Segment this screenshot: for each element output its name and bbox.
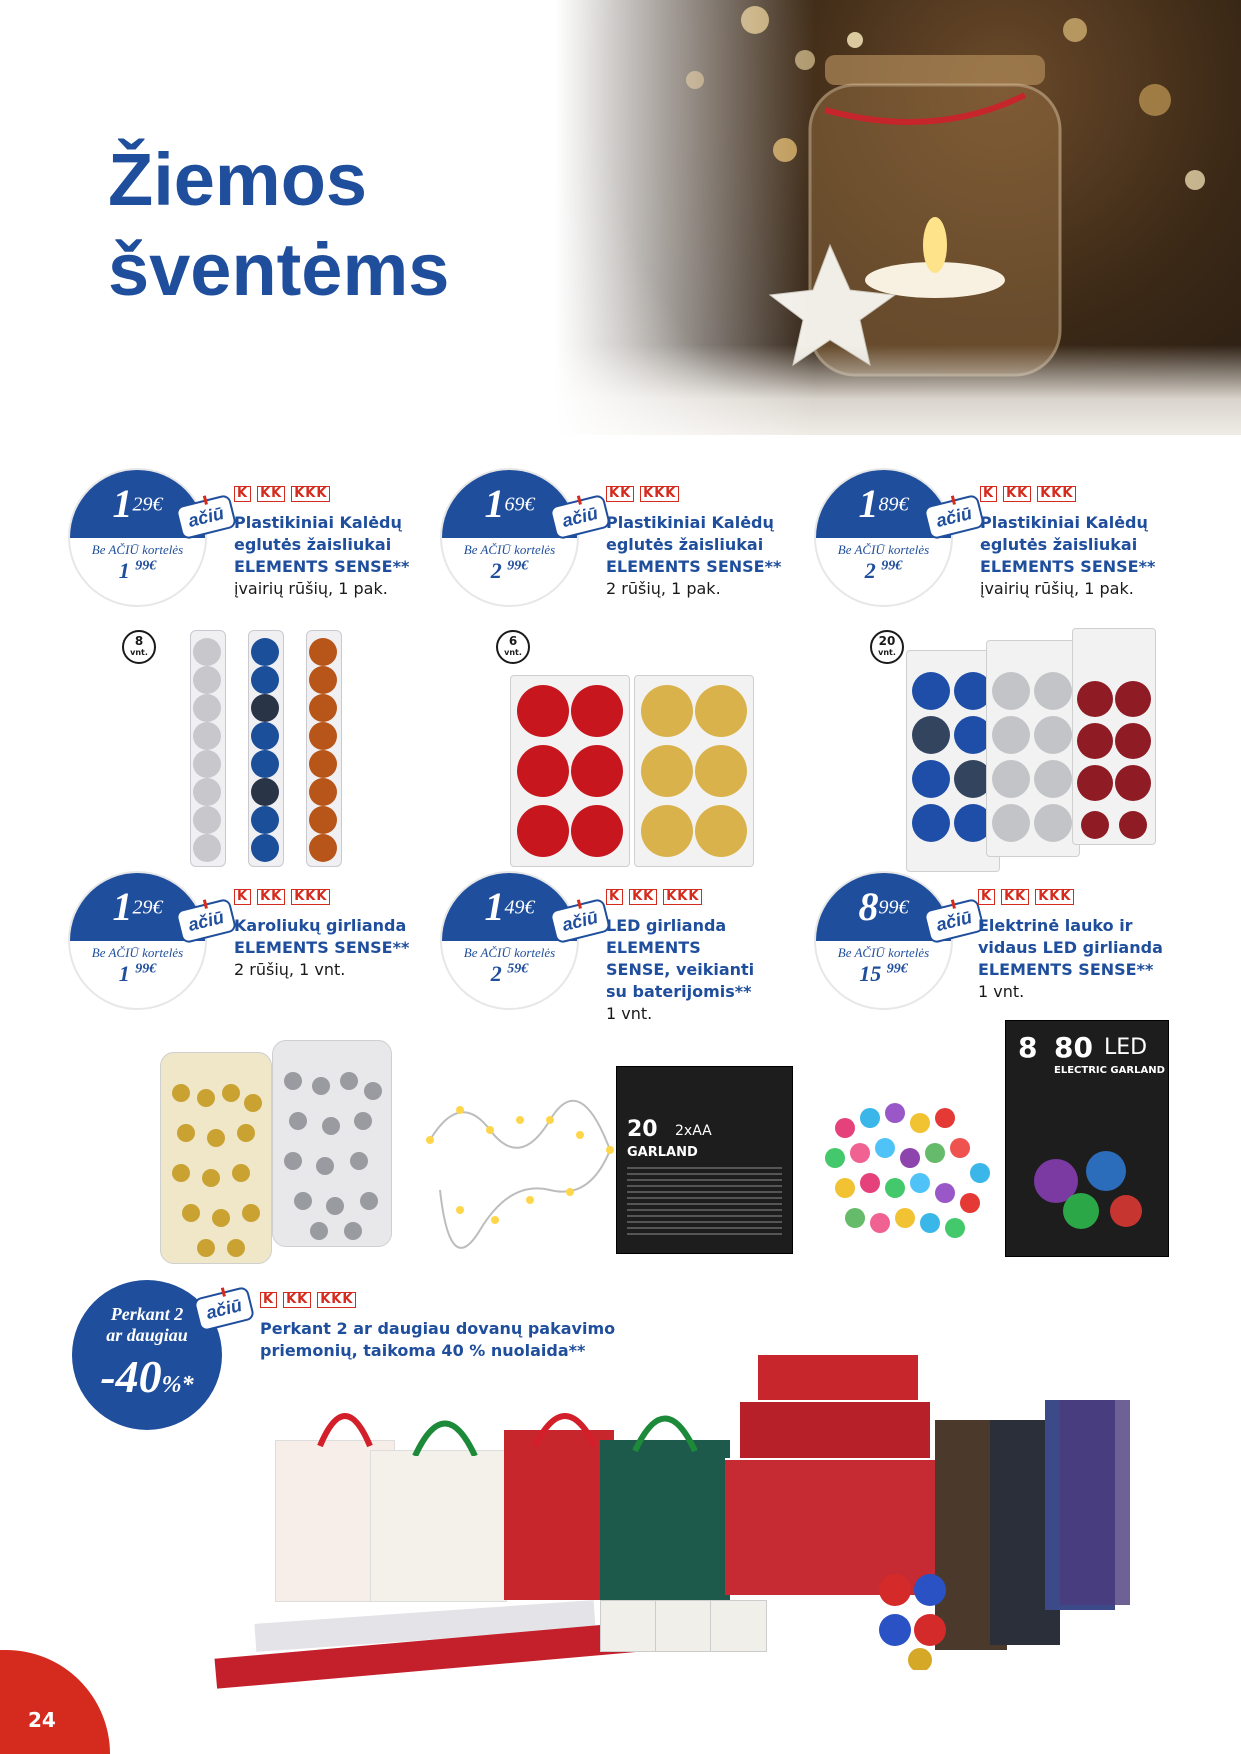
red-ornament-box bbox=[510, 675, 630, 867]
qty-number: 8 bbox=[134, 634, 144, 648]
hero-fade bbox=[555, 0, 815, 435]
aciu-badge: ačiū bbox=[549, 494, 612, 541]
page-number-corner bbox=[0, 1650, 110, 1754]
promo-discount: -40 bbox=[100, 1351, 162, 1402]
promo-line-2: ar daugiau bbox=[106, 1325, 188, 1345]
product-detail: įvairių rūšių, 1 pak. bbox=[234, 579, 388, 598]
promo-line-1: Perkant 2 bbox=[110, 1304, 184, 1324]
loyalty-tiers bbox=[980, 486, 1082, 502]
tier-3: KKK bbox=[291, 486, 330, 502]
product-description-2 bbox=[606, 512, 806, 600]
page-number: 24 bbox=[28, 1708, 56, 1732]
tier-3: KKK bbox=[1037, 486, 1076, 502]
product-name: Elektrinė lauko ir vidaus LED girlianda bbox=[978, 916, 1163, 957]
tier-3: KKK bbox=[640, 486, 679, 502]
price-decimal: 69€ bbox=[504, 493, 535, 516]
product-description-1 bbox=[234, 512, 434, 600]
bag-handles bbox=[300, 1386, 720, 1456]
packaging-offer-text bbox=[260, 1318, 620, 1362]
product-description-3 bbox=[980, 512, 1180, 600]
quantity-badge-3 bbox=[870, 630, 904, 664]
product-name: LED girlianda ELEMENTS SENSE, veikianti su baterijomis** bbox=[606, 916, 755, 1001]
product-name: Karoliukų girlianda bbox=[234, 916, 407, 935]
price-integer: 1 bbox=[484, 884, 505, 929]
price-decimal: 49€ bbox=[504, 896, 535, 919]
tier-2: KK bbox=[283, 1292, 311, 1308]
red-bow bbox=[710, 1600, 767, 1652]
quantity-badge-1 bbox=[122, 630, 156, 664]
product-detail: 1 vnt. bbox=[606, 1004, 653, 1023]
product-description-4 bbox=[234, 915, 434, 981]
old-price-decimal: 99€ bbox=[886, 961, 908, 977]
red-ornaments bbox=[511, 676, 629, 866]
page-title bbox=[108, 135, 528, 315]
green-gift-bag bbox=[600, 1440, 730, 1600]
tier-2: KK bbox=[257, 486, 285, 502]
product-detail: 2 rūšių, 1 vnt. bbox=[234, 960, 346, 979]
bottle-bag-4 bbox=[1060, 1400, 1130, 1605]
qty-unit: vnt. bbox=[878, 648, 896, 657]
tier-1: K bbox=[606, 889, 623, 905]
holly-gift-bag bbox=[370, 1450, 507, 1602]
product-brand: ELEMENTS SENSE** bbox=[978, 960, 1154, 979]
old-price-label: Be AČIŪ kortelės bbox=[463, 945, 556, 960]
colored-bulbs bbox=[1016, 1131, 1156, 1231]
price-decimal: 89€ bbox=[878, 493, 909, 516]
product-brand: ELEMENTS SENSE** bbox=[606, 557, 782, 576]
silver-beads bbox=[273, 1041, 391, 1246]
tier-1: K bbox=[234, 889, 251, 905]
old-price-integer: 1 bbox=[118, 558, 130, 583]
price-badge-2 bbox=[442, 470, 577, 605]
qty-unit: vnt. bbox=[504, 648, 522, 657]
tier-2: KK bbox=[1001, 889, 1029, 905]
old-price-integer: 2 bbox=[490, 961, 502, 986]
ornament-balls-tubes bbox=[190, 630, 350, 865]
old-price-label: Be AČIŪ kortelės bbox=[837, 945, 930, 960]
price-decimal: 29€ bbox=[132, 896, 163, 919]
loyalty-tiers bbox=[606, 889, 708, 905]
led-count: 20 bbox=[627, 1117, 658, 1142]
product-name: Plastikiniai Kalėdų eglutės žaisliukai bbox=[980, 513, 1148, 554]
aciu-badge: ačiū bbox=[175, 494, 238, 541]
price-integer: 1 bbox=[858, 481, 879, 526]
loyalty-tiers bbox=[978, 889, 1080, 905]
tier-2: KK bbox=[1003, 486, 1031, 502]
green-bow bbox=[600, 1600, 657, 1652]
old-price-label: Be AČIŪ kortelės bbox=[463, 542, 556, 557]
gold-beads bbox=[161, 1053, 271, 1263]
product-detail: įvairių rūšių, 1 pak. bbox=[980, 579, 1134, 598]
old-price-label: Be AČIŪ kortelės bbox=[91, 542, 184, 557]
loyalty-tiers bbox=[234, 486, 336, 502]
old-price-decimal: 59€ bbox=[507, 961, 529, 977]
silver-ornament-box bbox=[986, 640, 1080, 857]
old-price-integer: 1 bbox=[118, 961, 130, 986]
old-price-label: Be AČIŪ kortelės bbox=[91, 945, 184, 960]
title-line-1: Žiemos bbox=[108, 138, 368, 221]
candle-flame bbox=[923, 217, 947, 273]
silver-bead-garland-jar bbox=[272, 1040, 392, 1247]
box-fine-print bbox=[627, 1167, 782, 1237]
price-decimal: 99€ bbox=[878, 896, 909, 919]
qty-unit: vnt. bbox=[130, 648, 148, 657]
tier-1: K bbox=[980, 486, 997, 502]
tier-3: KKK bbox=[317, 1292, 356, 1308]
aciu-badge: ačiū bbox=[193, 1286, 256, 1333]
product-detail: 1 vnt. bbox=[978, 982, 1025, 1001]
white-bow bbox=[655, 1600, 712, 1652]
packaging-line-1: Perkant 2 ar daugiau dovanų pakavimo bbox=[260, 1319, 616, 1338]
gold-ornament-box bbox=[634, 675, 754, 867]
ribbon-bows bbox=[870, 1560, 970, 1670]
tier-1: K bbox=[234, 486, 251, 502]
tier-3: KKK bbox=[1035, 889, 1074, 905]
loyalty-tiers bbox=[234, 889, 336, 905]
aciu-badge: ačiū bbox=[549, 898, 612, 945]
gift-box-middle bbox=[740, 1400, 930, 1462]
tier-1: K bbox=[978, 889, 995, 905]
aciu-badge: ačiū bbox=[175, 898, 238, 945]
product-brand: ELEMENTS SENSE** bbox=[980, 557, 1156, 576]
garland-label: ELECTRIC GARLAND bbox=[1054, 1065, 1165, 1076]
product-brand: ELEMENTS SENSE** bbox=[234, 557, 410, 576]
aciu-badge: ačiū bbox=[923, 898, 986, 945]
loyalty-tiers bbox=[260, 1292, 362, 1308]
multicolor-ball-garland bbox=[815, 1088, 995, 1253]
old-price-label: Be AČIŪ kortelės bbox=[837, 542, 930, 557]
price-decimal: 29€ bbox=[132, 493, 163, 516]
qty-number: 20 bbox=[878, 634, 896, 648]
battery-type: 2xAA bbox=[675, 1123, 712, 1139]
price-integer: 8 bbox=[858, 884, 879, 929]
gold-ornaments bbox=[635, 676, 753, 866]
old-price-decimal: 99€ bbox=[135, 961, 157, 977]
product-name: Plastikiniai Kalėdų eglutės žaisliukai bbox=[234, 513, 402, 554]
aciu-badge: ačiū bbox=[923, 494, 986, 541]
led-label: LED bbox=[1104, 1035, 1148, 1060]
gold-bead-garland-jar bbox=[160, 1052, 272, 1264]
led-count: 80 bbox=[1054, 1031, 1093, 1064]
old-price-decimal: 99€ bbox=[881, 558, 903, 574]
product-description-6 bbox=[978, 915, 1178, 1003]
old-price-decimal: 99€ bbox=[135, 558, 157, 574]
red-ornaments-small bbox=[1073, 629, 1155, 844]
led-wire-garland bbox=[420, 1080, 620, 1250]
led-20-garland-box bbox=[616, 1066, 793, 1254]
tier-2: KK bbox=[606, 486, 634, 502]
old-price-integer: 2 bbox=[490, 558, 502, 583]
function-count: 8 bbox=[1018, 1031, 1038, 1064]
product-brand: ELEMENTS SENSE** bbox=[234, 938, 410, 957]
garland-label: GARLAND bbox=[627, 1145, 698, 1160]
tier-1: K bbox=[260, 1292, 277, 1308]
product-name: Plastikiniai Kalėdų eglutės žaisliukai bbox=[606, 513, 774, 554]
led-80-garland-box bbox=[1005, 1020, 1169, 1257]
price-integer: 1 bbox=[484, 481, 505, 526]
price-integer: 1 bbox=[112, 884, 133, 929]
tier-3: KKK bbox=[663, 889, 702, 905]
red-ornament-box-small bbox=[1072, 628, 1156, 845]
tier-2: KK bbox=[257, 889, 285, 905]
price-integer: 1 bbox=[112, 481, 133, 526]
silver-ornaments bbox=[987, 641, 1079, 856]
old-price-integer: 2 bbox=[864, 558, 876, 583]
old-price-decimal: 99€ bbox=[507, 558, 529, 574]
product-detail: 2 rūšių, 1 pak. bbox=[606, 579, 721, 598]
price-badge-3 bbox=[816, 470, 951, 605]
title-line-2: šventėms bbox=[108, 228, 450, 311]
promo-suffix: %* bbox=[161, 1372, 194, 1398]
tier-2: KK bbox=[629, 889, 657, 905]
tier-3: KKK bbox=[291, 889, 330, 905]
old-price-integer: 15 bbox=[859, 961, 882, 986]
jar-rim bbox=[825, 55, 1045, 85]
hero-candle-jar-image bbox=[555, 0, 1241, 435]
loyalty-tiers bbox=[606, 486, 685, 502]
product-description-5 bbox=[606, 915, 766, 1025]
packaging-line-2: priemonių, taikoma 40 % nuolaida** bbox=[260, 1341, 586, 1360]
qty-number: 6 bbox=[508, 634, 518, 648]
quantity-badge-2 bbox=[496, 630, 530, 664]
gift-box-top bbox=[758, 1355, 918, 1403]
